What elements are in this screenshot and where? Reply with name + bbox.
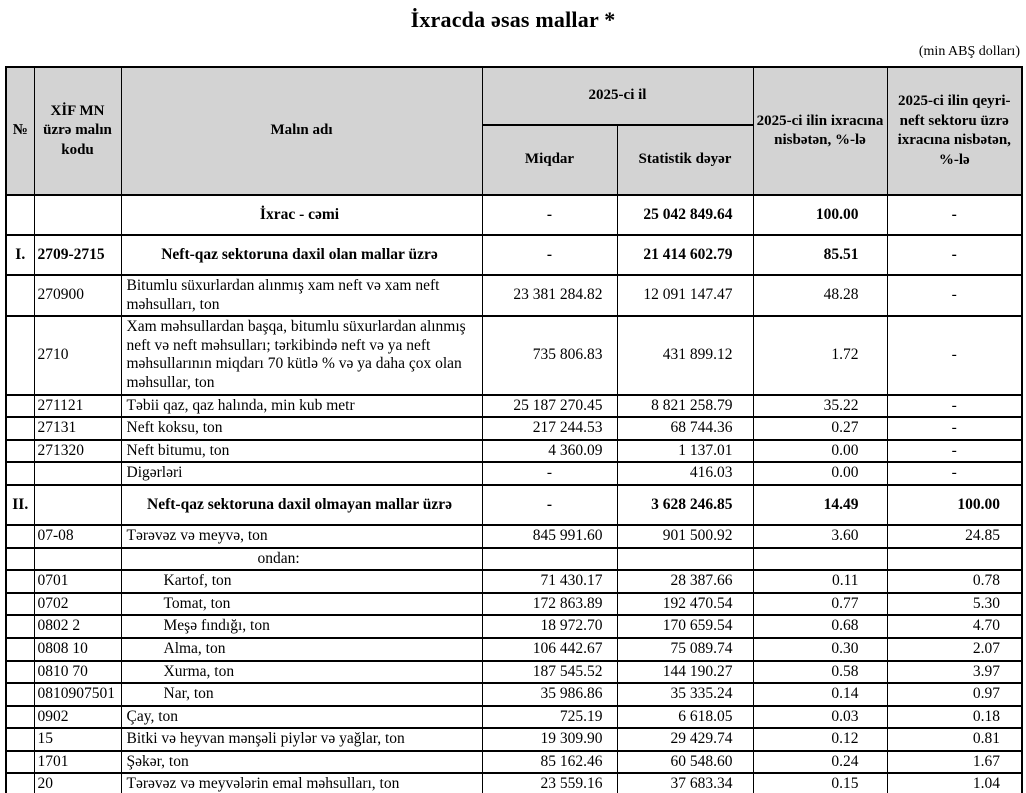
cell-qty: 4 360.09 bbox=[482, 440, 617, 463]
cell-code: 0810 70 bbox=[34, 661, 121, 684]
cell-qty: 19 309.90 bbox=[482, 728, 617, 751]
cell-qty: 106 442.67 bbox=[482, 638, 617, 661]
cell-name: ondan: bbox=[121, 548, 482, 571]
cell-name: Tomat, ton bbox=[121, 593, 482, 616]
table-row bbox=[6, 275, 1022, 316]
table-row bbox=[6, 728, 1022, 751]
cell-qty: 23 559.16 bbox=[482, 773, 617, 793]
cell-pct1: 100.00 bbox=[753, 195, 887, 235]
cell-no bbox=[6, 316, 34, 394]
cell-name: Şəkər, ton bbox=[121, 751, 482, 774]
cell-code: 27131 bbox=[34, 417, 121, 440]
cell-qty: 23 381 284.82 bbox=[482, 275, 617, 316]
cell-code: 15 bbox=[34, 728, 121, 751]
cell-name: Tərəvəz və meyvə, ton bbox=[121, 525, 482, 548]
col-header-quantity: Miqdar bbox=[482, 125, 617, 195]
cell-name: Neft bitumu, ton bbox=[121, 440, 482, 463]
cell-pct1: 0.58 bbox=[753, 661, 887, 684]
col-header-year-group: 2025-ci il bbox=[482, 67, 753, 125]
cell-pct2: 0.81 bbox=[887, 728, 1022, 751]
cell-no bbox=[6, 593, 34, 616]
cell-no bbox=[6, 440, 34, 463]
table-row bbox=[6, 593, 1022, 616]
cell-pct1: 0.11 bbox=[753, 570, 887, 593]
cell-pct2: 0.97 bbox=[887, 683, 1022, 706]
cell-qty: 217 244.53 bbox=[482, 417, 617, 440]
cell-pct2: 0.18 bbox=[887, 706, 1022, 729]
cell-no bbox=[6, 195, 34, 235]
cell-pct1: 0.77 bbox=[753, 593, 887, 616]
cell-qty: 172 863.89 bbox=[482, 593, 617, 616]
cell-value: 901 500.92 bbox=[617, 525, 753, 548]
col-header-pct-total: 2025-ci ilin ixracına nisbətən, %-lə bbox=[753, 67, 887, 195]
cell-pct1: 0.27 bbox=[753, 417, 887, 440]
table-row bbox=[6, 485, 1022, 525]
cell-no bbox=[6, 570, 34, 593]
table-header bbox=[6, 67, 1022, 195]
cell-code: 0810907501 bbox=[34, 683, 121, 706]
cell-code: 271320 bbox=[34, 440, 121, 463]
cell-pct2: - bbox=[887, 417, 1022, 440]
cell-pct1: 0.00 bbox=[753, 440, 887, 463]
cell-pct2: - bbox=[887, 235, 1022, 275]
col-header-code: XİF MN üzrə malın kodu bbox=[34, 67, 121, 195]
cell-pct1: 3.60 bbox=[753, 525, 887, 548]
cell-qty: 25 187 270.45 bbox=[482, 395, 617, 418]
cell-value: 192 470.54 bbox=[617, 593, 753, 616]
cell-code bbox=[34, 462, 121, 485]
header-row-1 bbox=[6, 67, 1022, 125]
cell-code: 0701 bbox=[34, 570, 121, 593]
cell-qty: 845 991.60 bbox=[482, 525, 617, 548]
col-header-name: Malın adı bbox=[121, 67, 482, 195]
cell-no bbox=[6, 275, 34, 316]
cell-qty: 18 972.70 bbox=[482, 615, 617, 638]
table-row bbox=[6, 417, 1022, 440]
cell-pct1: 35.22 bbox=[753, 395, 887, 418]
cell-value: 75 089.74 bbox=[617, 638, 753, 661]
table-row bbox=[6, 195, 1022, 235]
cell-value: 25 042 849.64 bbox=[617, 195, 753, 235]
cell-pct2: 1.67 bbox=[887, 751, 1022, 774]
cell-name: Alma, ton bbox=[121, 638, 482, 661]
cell-value: 35 335.24 bbox=[617, 683, 753, 706]
col-header-no: № bbox=[6, 67, 34, 195]
cell-value: 60 548.60 bbox=[617, 751, 753, 774]
cell-no bbox=[6, 525, 34, 548]
cell-name: Xam məhsullardan başqa, bitumlu süxurlardan alınmış neft və neft məhsulları; tərkibində neft və ya neft məhsullarının miqdarı 70 kütlə % və ya daha çox olan məhsullar, ton bbox=[121, 316, 482, 394]
table-body bbox=[6, 195, 1022, 793]
cell-pct1: 85.51 bbox=[753, 235, 887, 275]
cell-name: Çay, ton bbox=[121, 706, 482, 729]
cell-pct2: 1.04 bbox=[887, 773, 1022, 793]
table-row bbox=[6, 615, 1022, 638]
table-row bbox=[6, 751, 1022, 774]
table-row bbox=[6, 570, 1022, 593]
cell-code: 07-08 bbox=[34, 525, 121, 548]
cell-name: Neft-qaz sektoruna daxil olmayan mallar üzrə bbox=[121, 485, 482, 525]
cell-name: Meşə fındığı, ton bbox=[121, 615, 482, 638]
cell-code: 1701 bbox=[34, 751, 121, 774]
cell-value: 6 618.05 bbox=[617, 706, 753, 729]
cell-name: Tərəvəz və meyvələrin emal məhsulları, ton bbox=[121, 773, 482, 793]
cell-name: Nar, ton bbox=[121, 683, 482, 706]
cell-no bbox=[6, 615, 34, 638]
cell-code: 0802 2 bbox=[34, 615, 121, 638]
cell-pct1: 0.30 bbox=[753, 638, 887, 661]
cell-pct1: 48.28 bbox=[753, 275, 887, 316]
cell-value: 1 137.01 bbox=[617, 440, 753, 463]
cell-value: 68 744.36 bbox=[617, 417, 753, 440]
cell-qty: - bbox=[482, 235, 617, 275]
cell-no bbox=[6, 706, 34, 729]
cell-pct2: 4.70 bbox=[887, 615, 1022, 638]
cell-no bbox=[6, 638, 34, 661]
table-row bbox=[6, 462, 1022, 485]
cell-no: I. bbox=[6, 235, 34, 275]
cell-no bbox=[6, 683, 34, 706]
cell-qty: 35 986.86 bbox=[482, 683, 617, 706]
cell-code: 20 bbox=[34, 773, 121, 793]
cell-code: 0702 bbox=[34, 593, 121, 616]
cell-no bbox=[6, 548, 34, 571]
cell-pct2: - bbox=[887, 440, 1022, 463]
cell-name: İxrac - cəmi bbox=[121, 195, 482, 235]
cell-no bbox=[6, 773, 34, 793]
exports-table bbox=[5, 66, 1023, 793]
table-row bbox=[6, 661, 1022, 684]
page-title: İxracda əsas mallar * bbox=[410, 7, 616, 32]
table-row bbox=[6, 683, 1022, 706]
cell-pct1: 0.14 bbox=[753, 683, 887, 706]
table-row bbox=[6, 440, 1022, 463]
cell-value: 431 899.12 bbox=[617, 316, 753, 394]
cell-value: 144 190.27 bbox=[617, 661, 753, 684]
cell-pct2: 2.07 bbox=[887, 638, 1022, 661]
cell-pct1: 0.03 bbox=[753, 706, 887, 729]
cell-qty: 187 545.52 bbox=[482, 661, 617, 684]
cell-pct2: 0.78 bbox=[887, 570, 1022, 593]
cell-pct1: 0.15 bbox=[753, 773, 887, 793]
cell-name: Digərləri bbox=[121, 462, 482, 485]
cell-name: Bitki və heyvan mənşəli piylər və yağlar, ton bbox=[121, 728, 482, 751]
cell-pct2 bbox=[887, 548, 1022, 571]
table-row bbox=[6, 395, 1022, 418]
col-header-stat-value: Statistik dəyər bbox=[617, 125, 753, 195]
cell-code bbox=[34, 548, 121, 571]
cell-qty: 71 430.17 bbox=[482, 570, 617, 593]
cell-code: 270900 bbox=[34, 275, 121, 316]
cell-value: 29 429.74 bbox=[617, 728, 753, 751]
cell-pct1 bbox=[753, 548, 887, 571]
col-header-pct-nonoil: 2025-ci ilin qeyri-neft sektoru üzrə ixracına nisbətən, %-lə bbox=[887, 67, 1022, 195]
cell-code: 2709-2715 bbox=[34, 235, 121, 275]
cell-qty: 735 806.83 bbox=[482, 316, 617, 394]
table-row bbox=[6, 235, 1022, 275]
cell-value: 170 659.54 bbox=[617, 615, 753, 638]
cell-value: 416.03 bbox=[617, 462, 753, 485]
cell-no bbox=[6, 728, 34, 751]
cell-pct1: 14.49 bbox=[753, 485, 887, 525]
cell-name: Neft-qaz sektoruna daxil olan mallar üzrə bbox=[121, 235, 482, 275]
cell-code: 0808 10 bbox=[34, 638, 121, 661]
cell-pct2: 3.97 bbox=[887, 661, 1022, 684]
cell-pct2: 100.00 bbox=[887, 485, 1022, 525]
cell-value: 3 628 246.85 bbox=[617, 485, 753, 525]
cell-code: 0902 bbox=[34, 706, 121, 729]
cell-value: 28 387.66 bbox=[617, 570, 753, 593]
cell-qty: - bbox=[482, 485, 617, 525]
cell-pct2: - bbox=[887, 462, 1022, 485]
cell-no bbox=[6, 661, 34, 684]
cell-pct1: 0.12 bbox=[753, 728, 887, 751]
cell-no bbox=[6, 417, 34, 440]
cell-name: Kartof, ton bbox=[121, 570, 482, 593]
cell-pct1: 0.24 bbox=[753, 751, 887, 774]
cell-qty: 85 162.46 bbox=[482, 751, 617, 774]
cell-pct2: - bbox=[887, 395, 1022, 418]
cell-name: Təbii qaz, qaz halında, min kub metr bbox=[121, 395, 482, 418]
table-row bbox=[6, 525, 1022, 548]
cell-no bbox=[6, 395, 34, 418]
cell-qty: 725.19 bbox=[482, 706, 617, 729]
cell-pct2: 24.85 bbox=[887, 525, 1022, 548]
cell-code: 2710 bbox=[34, 316, 121, 394]
cell-pct1: 0.68 bbox=[753, 615, 887, 638]
cell-pct2: - bbox=[887, 195, 1022, 235]
cell-no bbox=[6, 462, 34, 485]
cell-pct2: - bbox=[887, 275, 1022, 316]
cell-code bbox=[34, 195, 121, 235]
cell-value: 8 821 258.79 bbox=[617, 395, 753, 418]
cell-qty bbox=[482, 548, 617, 571]
cell-pct2: - bbox=[887, 316, 1022, 394]
cell-code: 271121 bbox=[34, 395, 121, 418]
cell-no: II. bbox=[6, 485, 34, 525]
cell-value: 37 683.34 bbox=[617, 773, 753, 793]
cell-value: 12 091 147.47 bbox=[617, 275, 753, 316]
cell-no bbox=[6, 751, 34, 774]
cell-qty: - bbox=[482, 195, 617, 235]
unit-note: (min ABŞ dolları) bbox=[918, 44, 1020, 59]
table-row bbox=[6, 773, 1022, 793]
cell-pct1: 1.72 bbox=[753, 316, 887, 394]
cell-code bbox=[34, 485, 121, 525]
cell-name: Neft koksu, ton bbox=[121, 417, 482, 440]
table-row bbox=[6, 548, 1022, 571]
cell-pct1: 0.00 bbox=[753, 462, 887, 485]
cell-name: Bitumlu süxurlardan alınmış xam neft və xam neft məhsulları, ton bbox=[121, 275, 482, 316]
cell-name: Xurma, ton bbox=[121, 661, 482, 684]
cell-value bbox=[617, 548, 753, 571]
cell-qty: - bbox=[482, 462, 617, 485]
cell-value: 21 414 602.79 bbox=[617, 235, 753, 275]
table-row bbox=[6, 706, 1022, 729]
table-row bbox=[6, 638, 1022, 661]
cell-pct2: 5.30 bbox=[887, 593, 1022, 616]
table-row bbox=[6, 316, 1022, 394]
